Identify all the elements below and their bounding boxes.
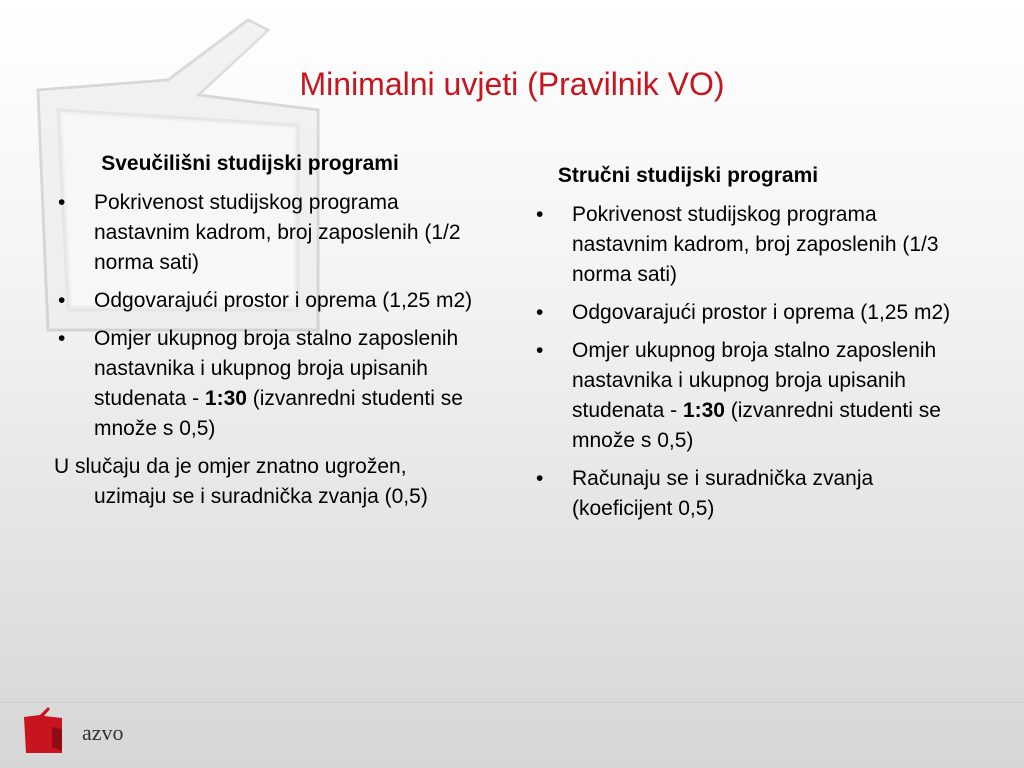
professional-programs-heading: Stručni studijski programi — [557, 164, 819, 187]
list-item: • Računaju se i suradnička zvanja (koeficijent 0,5) — [532, 464, 972, 524]
footer-divider — [0, 702, 1024, 703]
list-item: • Odgovarajući prostor i oprema (1,25 m2) — [54, 286, 484, 316]
professional-programs-list — [532, 200, 972, 524]
list-item: • Omjer ukupnog broja stalno zaposlenih nastavnika i ukupnog broja upisanih studenata - 1:30 (izvanredni studenti se množe s 0,5) — [532, 336, 972, 456]
list-note: U slučaju da je omjer znatno ugrožen, uzimaju se i suradnička zvanja (0,5) — [54, 455, 428, 508]
list-item: • Odgovarajući prostor i oprema (1,25 m2) — [532, 298, 972, 328]
university-programs-list — [54, 188, 484, 512]
professional-programs-column — [532, 164, 972, 532]
university-programs-heading: Sveučilišni studijski programi — [101, 152, 399, 175]
list-item: • Pokrivenost studijskog programa nastavnim kadrom, broj zaposlenih (1/2 norma sati) — [54, 188, 484, 278]
list-item: • Pokrivenost studijskog programa nastavnim kadrom, broj zaposlenih (1/3 norma sati) — [532, 200, 972, 290]
list-item: • Omjer ukupnog broja stalno zaposlenih nastavnika i ukupnog broja upisanih studenata - 1:30 (izvanredni studenti se množe s 0,5) — [54, 324, 484, 444]
slide-title: Minimalni uvjeti (Pravilnik VO) — [299, 66, 725, 102]
university-programs-column — [54, 152, 484, 520]
azvo-logo-icon — [22, 707, 64, 757]
footer-brand: azvo — [82, 720, 124, 745]
